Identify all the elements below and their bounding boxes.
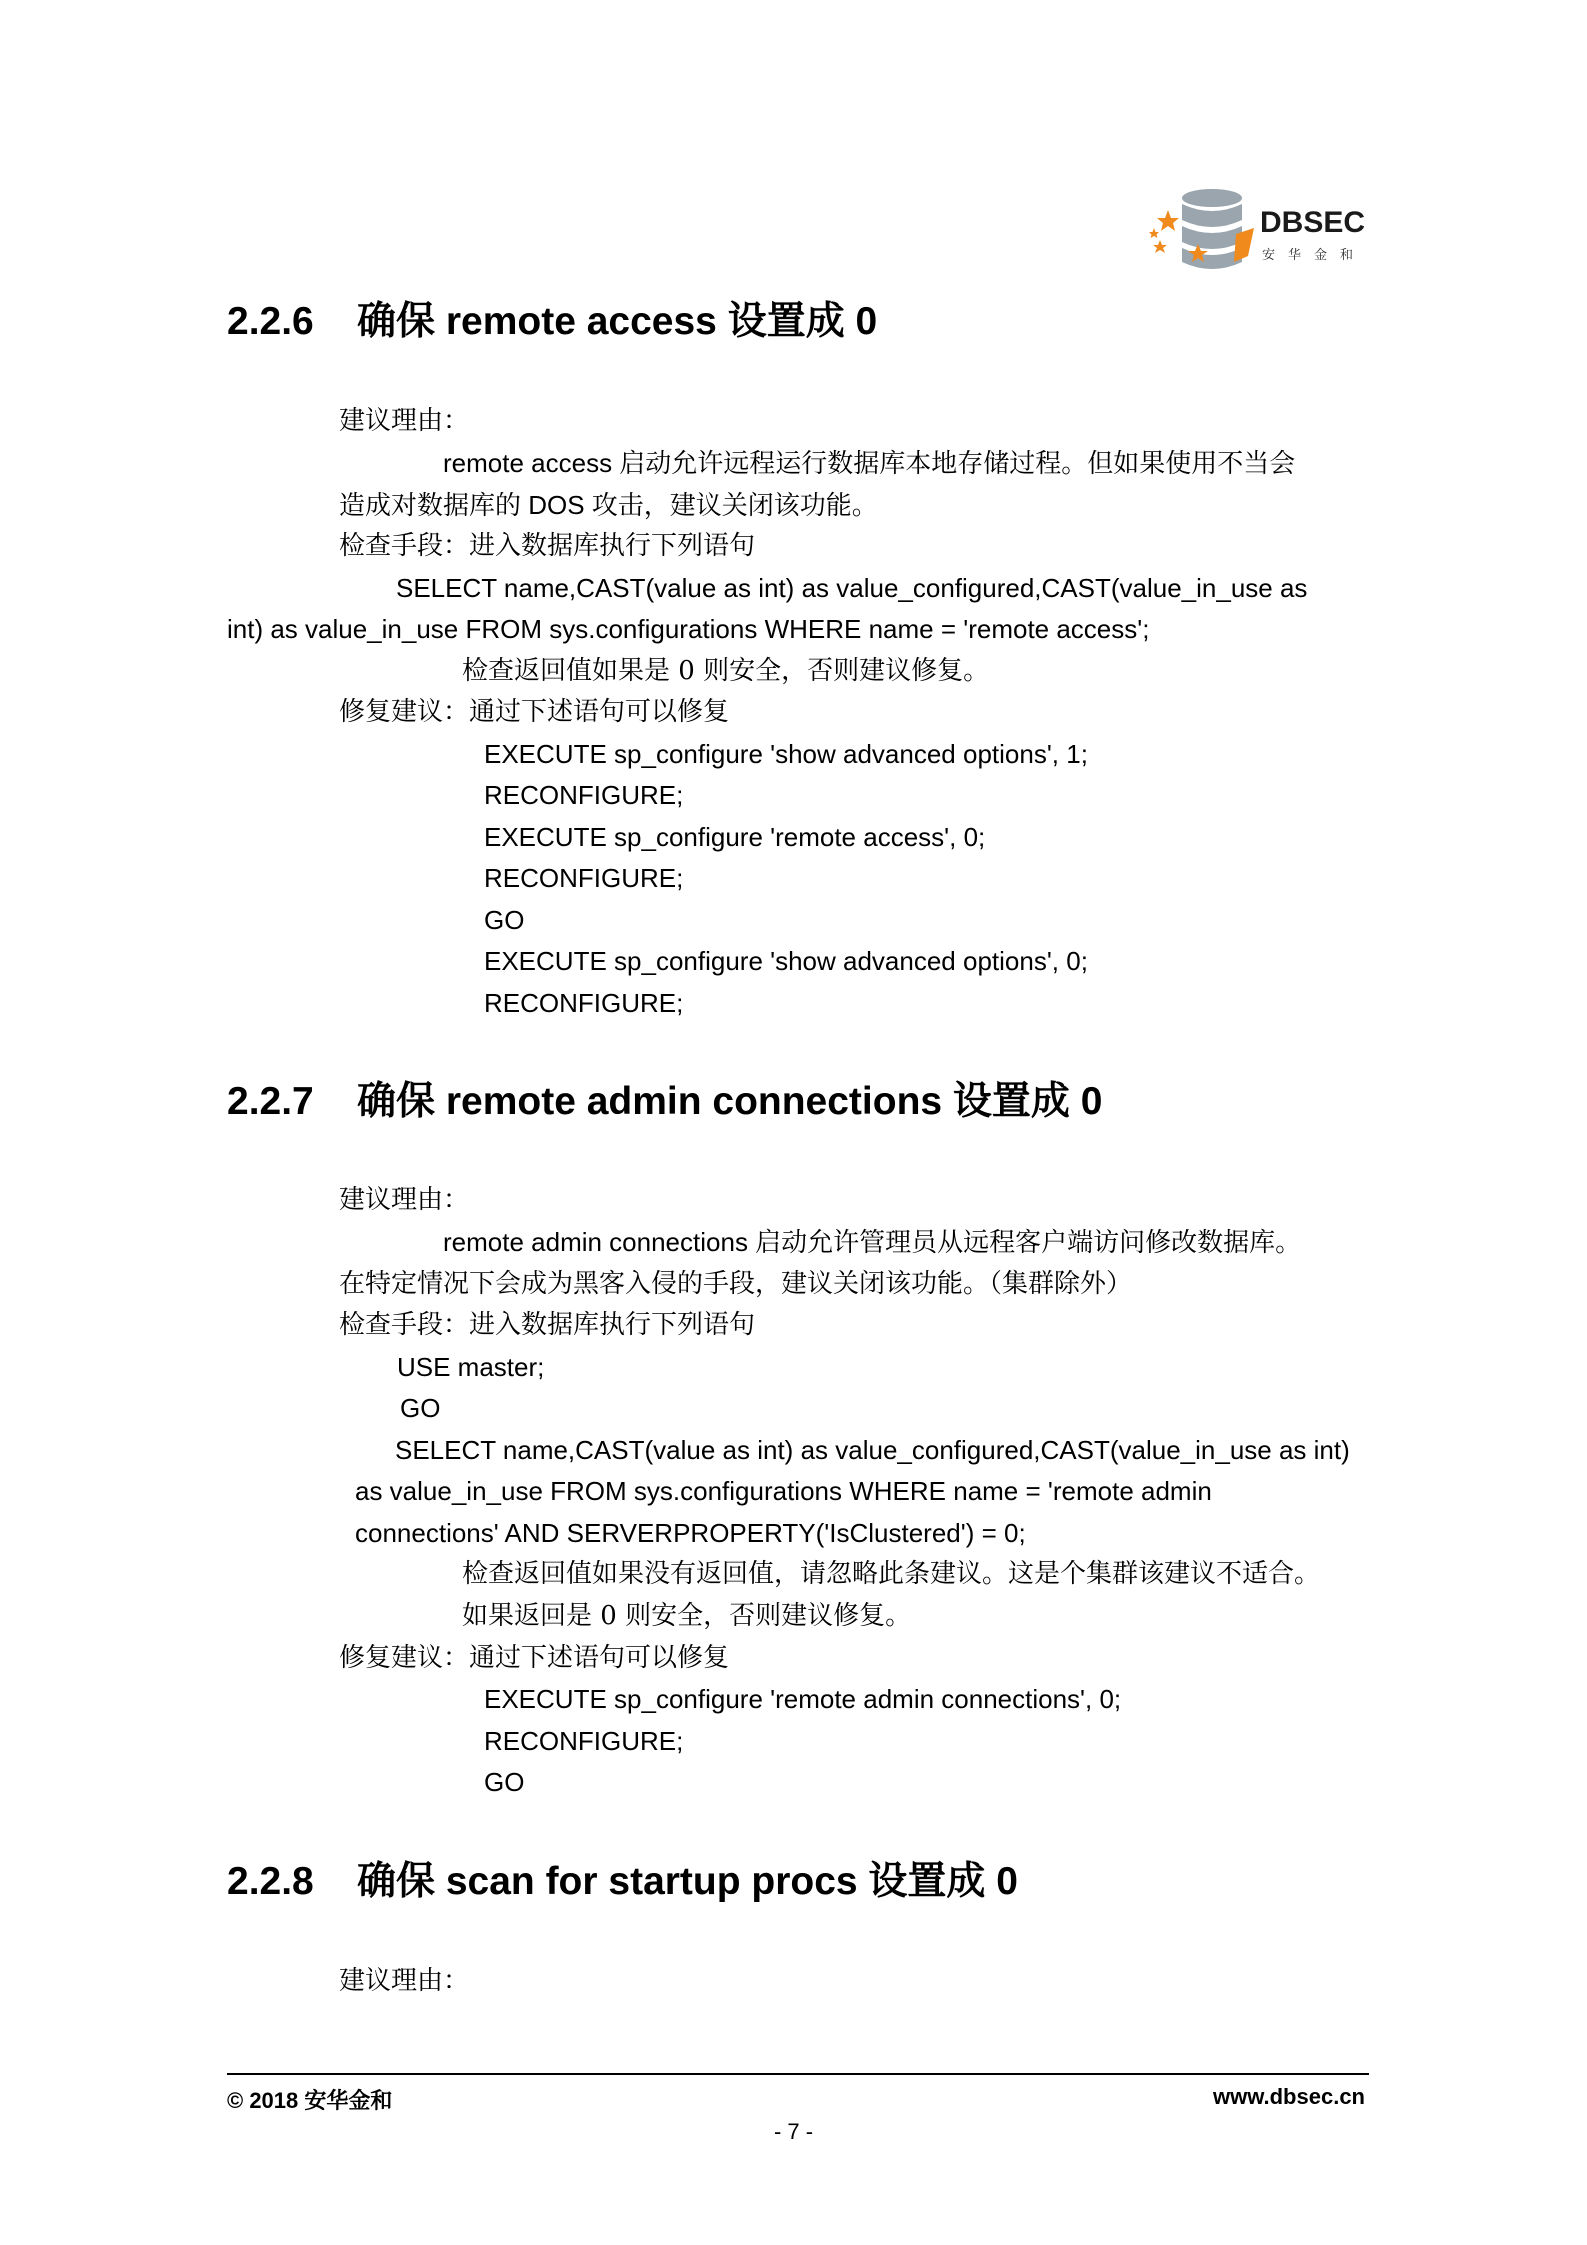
check-code-line: int) as value_in_use FROM sys.configurations WHERE name = 'remote access'; bbox=[227, 614, 1150, 644]
fix-code-line: RECONFIGURE; bbox=[484, 988, 684, 1018]
reason-label: 建议理由： bbox=[339, 1185, 470, 1215]
fix-code-line: GO bbox=[484, 905, 525, 935]
fix-label: 修复建议：通过下述语句可以修复 bbox=[339, 697, 730, 727]
page-number: - 7 - bbox=[773, 2119, 814, 2144]
check-note: 如果返回是 0 则安全，否则建议修复。 bbox=[462, 1601, 912, 1631]
section-number: 2.2.6 bbox=[227, 300, 314, 343]
reason-label: 建议理由： bbox=[339, 1966, 470, 1996]
database-stars-icon bbox=[1148, 182, 1258, 282]
footer-website-link[interactable]: www.dbsec.cn bbox=[1212, 2084, 1365, 2109]
reason-text-line: 在特定情况下会成为黑客入侵的手段，建议关闭该功能。（集群除外） bbox=[339, 1268, 1133, 1298]
check-code-line: GO bbox=[400, 1393, 441, 1423]
check-note: 检查返回值如果是 0 则安全，否则建议修复。 bbox=[462, 656, 990, 686]
fix-code-line: RECONFIGURE; bbox=[484, 780, 684, 810]
fix-code-line: GO bbox=[484, 1767, 525, 1797]
footer-divider bbox=[227, 2073, 1369, 2075]
fix-code-line: EXECUTE sp_configure 'remote access', 0; bbox=[484, 822, 986, 852]
check-code-line: connections' AND SERVERPROPERTY('IsClustered') = 0; bbox=[355, 1518, 1026, 1548]
section-title: 确保 scan for startup procs 设置成 0 bbox=[357, 1860, 1018, 1903]
check-label: 检查手段：进入数据库执行下列语句 bbox=[339, 1310, 756, 1340]
check-code-line: SELECT name,CAST(value as int) as value_configured,CAST(value_in_use as bbox=[396, 573, 1308, 603]
reason-text-line: remote admin connections 启动允许管理员从远程客户端访问修改数据库。 bbox=[443, 1227, 1302, 1257]
check-note: 检查返回值如果没有返回值，请忽略此条建议。这是个集群该建议不适合。 bbox=[462, 1559, 1321, 1589]
footer-copyright: © 2018 安华金和 bbox=[227, 2088, 393, 2113]
section-title: 确保 remote admin connections 设置成 0 bbox=[357, 1080, 1103, 1123]
reason-label: 建议理由： bbox=[339, 406, 470, 436]
section-title: 确保 remote access 设置成 0 bbox=[357, 300, 878, 343]
check-label: 检查手段：进入数据库执行下列语句 bbox=[339, 531, 756, 561]
fix-code-line: EXECUTE sp_configure 'show advanced options', 0; bbox=[484, 946, 1088, 976]
dbsec-logo bbox=[1148, 182, 1380, 282]
section-number: 2.2.7 bbox=[227, 1080, 314, 1123]
logo-brand: DBSEC bbox=[1260, 206, 1366, 239]
fix-code-line: EXECUTE sp_configure 'show advanced options', 1; bbox=[484, 739, 1088, 769]
fix-code-line: EXECUTE sp_configure 'remote admin connections', 0; bbox=[484, 1684, 1122, 1714]
logo-subtitle: 安华金和 bbox=[1262, 248, 1367, 263]
fix-code-line: RECONFIGURE; bbox=[484, 1726, 684, 1756]
fix-code-line: RECONFIGURE; bbox=[484, 863, 684, 893]
fix-label: 修复建议：通过下述语句可以修复 bbox=[339, 1643, 730, 1673]
check-code-line: SELECT name,CAST(value as int) as value_configured,CAST(value_in_use as int) bbox=[395, 1435, 1350, 1465]
reason-text-line: remote access 启动允许远程运行数据库本地存储过程。但如果使用不当会 bbox=[443, 448, 1296, 478]
reason-text-line: 造成对数据库的 DOS 攻击，建议关闭该功能。 bbox=[339, 490, 878, 520]
check-code-line: USE master; bbox=[397, 1352, 545, 1382]
check-code-line: as value_in_use FROM sys.configurations WHERE name = 'remote admin bbox=[355, 1476, 1212, 1506]
section-number: 2.2.8 bbox=[227, 1860, 314, 1903]
